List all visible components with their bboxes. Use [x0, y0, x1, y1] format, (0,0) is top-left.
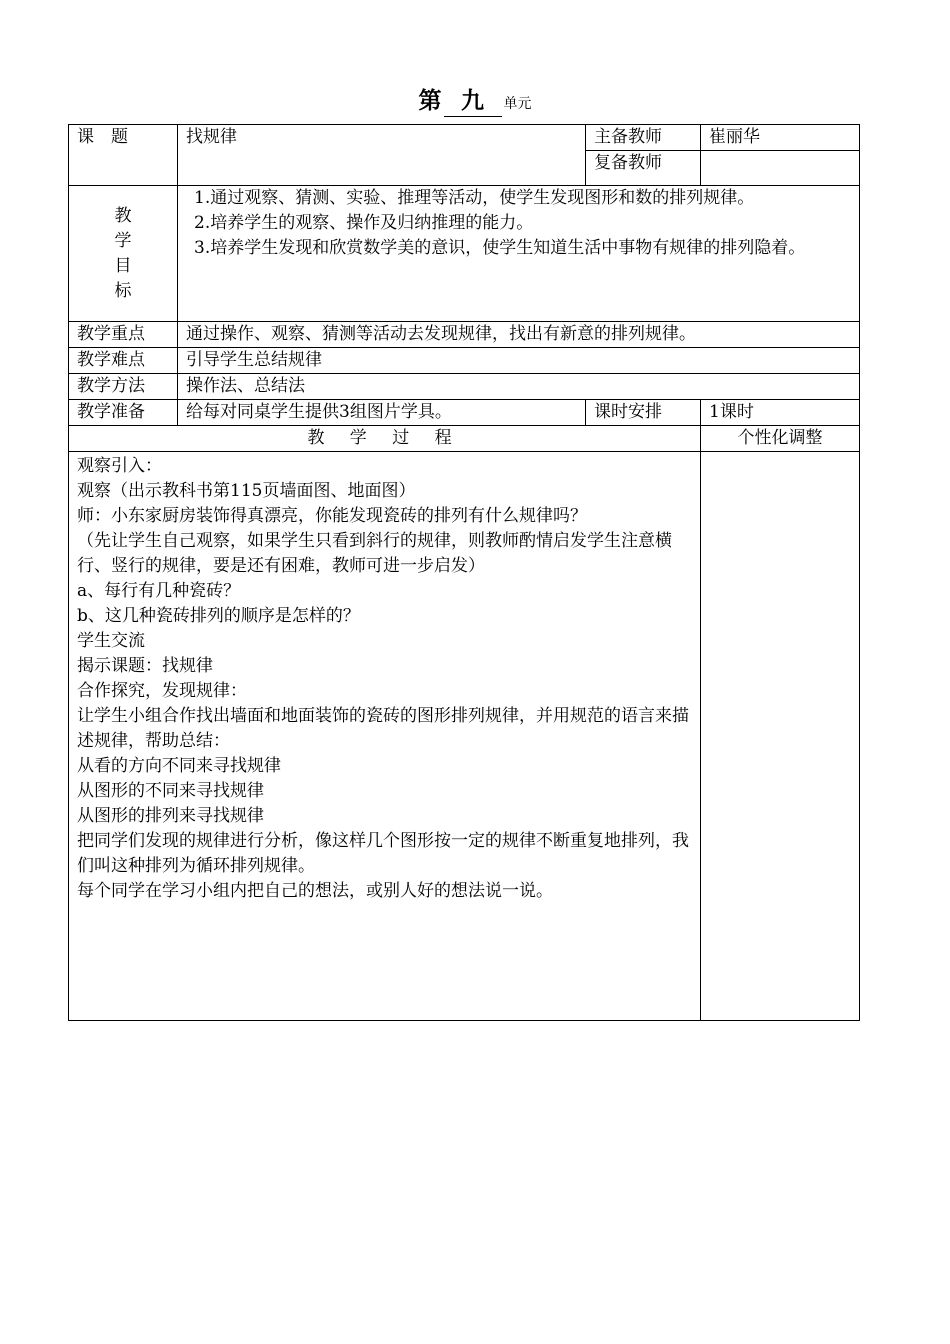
hours-value: 1课时 [701, 400, 860, 426]
process-paragraph: 观察引入： [77, 456, 162, 476]
objectives-content [178, 186, 860, 322]
process-paragraph: a、每行有几种瓷砖？ [77, 581, 241, 601]
process-header: 教 学 过 程 [69, 426, 701, 452]
process-paragraph: 师：小东家厨房装饰得真漂亮，你能发现瓷砖的排列有什么规律吗？ [77, 506, 587, 526]
main-teacher-label: 主备教师 [586, 125, 701, 151]
assist-teacher-value [701, 151, 860, 186]
objective-item: 3.培养学生发现和欣赏数学美的意识，使学生知道生活中事物有规律的排列隐着。 [194, 238, 806, 258]
assist-teacher-label: 复备教师 [586, 151, 701, 186]
process-paragraph: （先让学生自己观察，如果学生只看到斜行的规律，则教师酌情启发学生注意横行、竖行的规律，要是还有困难，教师可进一步启发） [77, 531, 672, 576]
process-paragraph: 从看的方向不同来寻找规律 [77, 756, 281, 776]
unit-heading [0, 86, 950, 119]
objective-item: 1.通过观察、猜测、实验、推理等活动，使学生发现图形和数的排列规律。 [194, 188, 755, 208]
objectives-label: 教 学 目 标 [69, 186, 178, 322]
process-paragraph: 揭示课题：找规律 [77, 656, 213, 676]
main-teacher-value: 崔丽华 [701, 125, 860, 151]
process-paragraph: b、这几种瓷砖排列的顺序是怎样的？ [77, 606, 360, 626]
topic-label: 课 题 [69, 125, 178, 186]
key-points-value: 通过操作、观察、猜测等活动去发现规律，找出有新意的排列规律。 [178, 322, 860, 348]
process-paragraph: 让学生小组合作找出墙面和地面装饰的瓷砖的图形排列规律，并用规范的语言来描述规律，帮助总结： [77, 706, 689, 751]
difficulties-value: 引导学生总结规律 [178, 348, 860, 374]
methods-label: 教学方法 [69, 374, 178, 400]
key-points-label: 教学重点 [69, 322, 178, 348]
heading-prefix: 第 [418, 87, 442, 114]
process-paragraph: 每个同学在学习小组内把自己的想法，或别人好的想法说一说。 [77, 881, 553, 901]
preparation-label: 教学准备 [69, 400, 178, 426]
adjust-header: 个性化调整 [701, 426, 860, 452]
process-paragraph: 从图形的排列来寻找规律 [77, 806, 264, 826]
preparation-value: 给每对同桌学生提供3组图片学具。 [178, 400, 586, 426]
hours-label: 课时安排 [586, 400, 701, 426]
process-content [69, 452, 701, 1021]
process-paragraph: 从图形的不同来寻找规律 [77, 781, 264, 801]
process-paragraph: 学生交流 [77, 631, 145, 651]
heading-suffix: 单元 [503, 96, 532, 112]
objectives-list [186, 186, 851, 261]
lesson-plan-table [68, 124, 860, 1021]
methods-value: 操作法、总结法 [178, 374, 860, 400]
difficulties-label: 教学难点 [69, 348, 178, 374]
topic-value: 找规律 [178, 125, 586, 186]
unit-number: 九 [444, 86, 502, 117]
process-paragraph: 合作探究，发现规律： [77, 681, 247, 701]
process-paragraph: 把同学们发现的规律进行分析，像这样几个图形按一定的规律不断重复地排列，我们叫这种排列为循环排列规律。 [77, 831, 689, 876]
adjust-content [701, 452, 860, 1021]
process-paragraph: 观察（出示教科书第115页墙面图、地面图） [77, 481, 416, 501]
objective-item: 2.培养学生的观察、操作及归纳推理的能力。 [194, 213, 534, 233]
